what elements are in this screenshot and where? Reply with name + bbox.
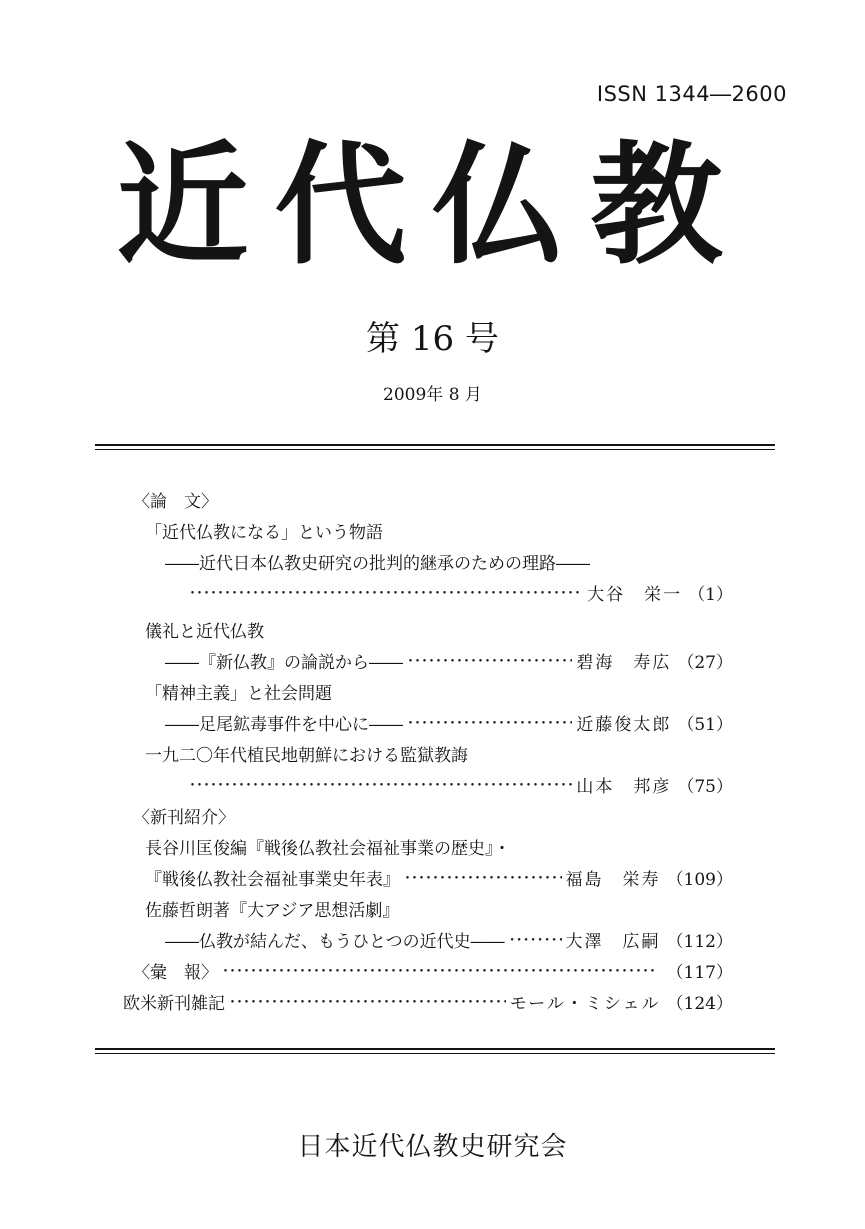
leader-dots: [404, 868, 562, 888]
table-of-contents: [123, 484, 733, 1017]
section-label: 〈新刊紹介〉: [133, 808, 235, 828]
entry-title-continued: 『戦後仏教社会福祉事業史年表』: [145, 870, 400, 890]
journal-title: 近代仏教: [116, 128, 749, 283]
entry-page: （51）: [677, 715, 733, 735]
entry-title: 一九二〇年代植民地朝鮮における監獄教誨: [145, 746, 468, 766]
section-label: 〈彙 報〉: [133, 963, 218, 983]
toc-entry-title: [133, 515, 733, 546]
leader-dots: [509, 930, 562, 950]
entry-page: （117）: [666, 963, 733, 983]
toc-entry-title: [133, 738, 733, 769]
leader-dots: [189, 583, 583, 603]
entry-page: （112）: [666, 932, 733, 952]
entry-author: 大谷 栄一: [587, 585, 683, 605]
toc-entry-title: [133, 676, 733, 707]
entry-page: （27）: [677, 653, 733, 673]
leader-dots: [229, 992, 506, 1012]
toc-entry-author-line: [133, 577, 733, 608]
issue-date: 2009年 8 月: [383, 385, 482, 405]
entry-page: （1）: [688, 585, 733, 605]
entry-author: 近藤俊太郎: [576, 715, 672, 735]
entry-page: （75）: [677, 777, 733, 797]
section-label: 〈論 文〉: [133, 492, 218, 512]
issn-number: ISSN 1344―2600: [596, 82, 787, 106]
leader-dots: [189, 775, 572, 795]
entry-subtitle: ――仏教が結んだ、もうひとつの近代史――: [165, 932, 505, 952]
entry-author: 碧海 寿広: [576, 653, 672, 673]
toc-entry-title: [133, 831, 733, 862]
entry-title: 佐藤哲朗著『大アジア思想活劇』: [145, 901, 400, 921]
entry-author: 福島 栄寿: [565, 870, 661, 890]
toc-entry-author-line: [133, 862, 733, 893]
entry-subtitle: ――足尾鉱毒事件を中心に――: [165, 715, 403, 735]
section-heading-news: [133, 955, 733, 986]
toc-entry-author-line: [133, 924, 733, 955]
section-heading-articles: [133, 484, 733, 515]
toc-entry-title: [133, 614, 733, 645]
entry-subtitle: ――『新仏教』の論説から――: [165, 653, 403, 673]
toc-entry-author-line: [133, 769, 733, 800]
issue-number: 第 16 号: [366, 319, 499, 359]
toc-entry-title: [133, 893, 733, 924]
entry-page: （124）: [666, 994, 733, 1014]
leader-dots: [407, 651, 572, 671]
leader-dots: [407, 713, 572, 733]
entry-author: モール・ミシェル: [509, 994, 661, 1014]
entry-subtitle: ――近代日本仏教史研究の批判的継承のための理路――: [165, 554, 590, 574]
entry-page: （109）: [666, 870, 733, 890]
top-divider: [95, 444, 775, 450]
bottom-divider: [95, 1048, 775, 1054]
toc-entry-author-line: [133, 707, 733, 738]
entry-author: 山本 邦彦: [576, 777, 672, 797]
section-heading-reviews: [133, 800, 733, 831]
entry-title: 「近代仏教になる」という物語: [145, 523, 383, 543]
entry-title: 長谷川匡俊編『戦後仏教社会福祉事業の歴史』・: [145, 839, 511, 859]
entry-title: 「精神主義」と社会問題: [145, 684, 332, 704]
entry-author: 大澤 広嗣: [565, 932, 661, 952]
publisher-name: 日本近代仏教史研究会: [297, 1132, 568, 1162]
leader-dots: [222, 961, 657, 981]
entry-title: 欧米新刊雑記: [123, 994, 225, 1014]
entry-title: 儀礼と近代仏教: [145, 622, 264, 642]
toc-entry-subtitle: [133, 546, 733, 577]
toc-entry-author-line: [133, 645, 733, 676]
toc-entry-author-line: [123, 986, 733, 1017]
